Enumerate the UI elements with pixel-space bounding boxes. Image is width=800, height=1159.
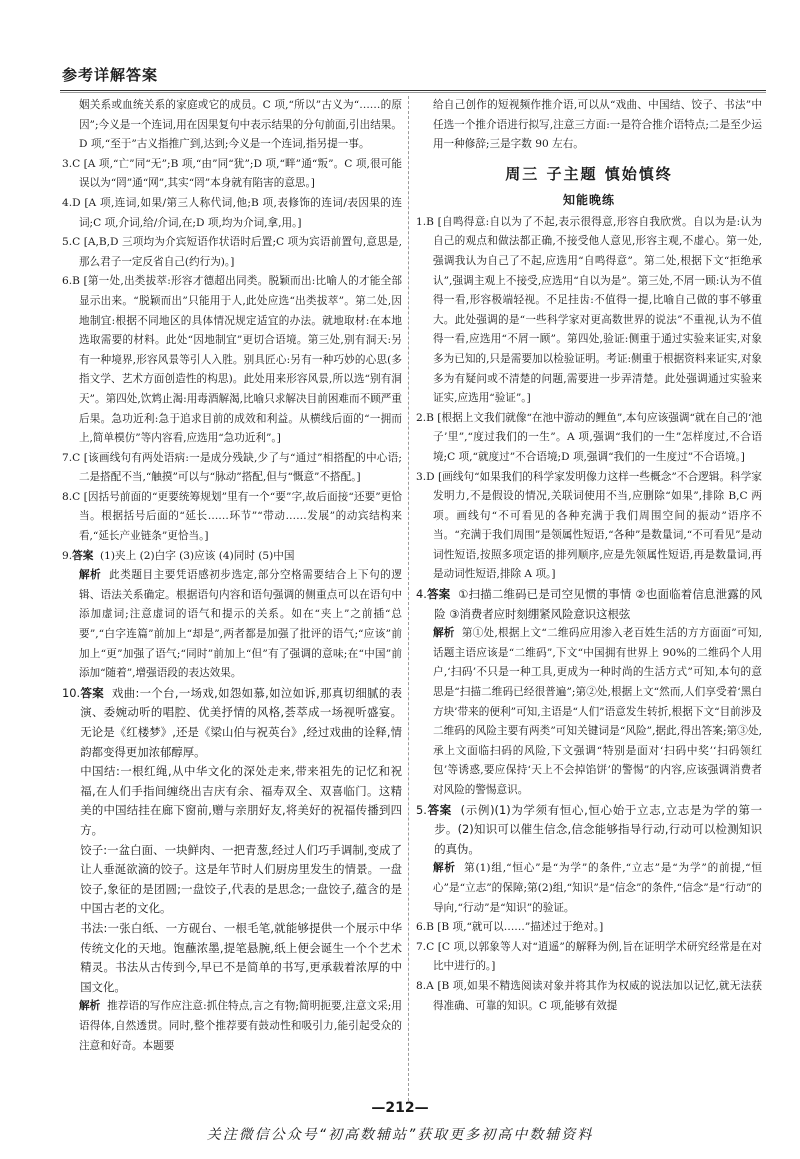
analysis-text: 此类题目主要凭语感初步选定,部分空格需要结合上下句的逻辑、语法关系确定。根据语句内容和语句强调的侧重点可以在语句中添加虚词;注意虚词的语气和提示的关系。如在“夹上”之前插“总要”,“白字连篇”前加上“却是”,两者都是加强了批评的语气;“应该”前加上“更”加强了语气;“同时”前加上“但”有了强调的意味;在“中国”前添加“随着”,增强语段的表达效果。 — [78, 569, 402, 680]
answer-label: 答案 — [426, 587, 451, 602]
answer-item-10 — [62, 684, 402, 762]
answer-item-1: 1.B [自鸣得意:自以为了不起,表示很得意,形容自我欣赏。自以为是:认为自己的观点和做法都正确,不接受他人意见,形容主观,不虚心。第一处,强调我认为自己了不起,应选用“自鸣得意”。第二处,根据下文“拒绝承认”,强调主观上不接受,应选用“自以为是”。第三处,不屑一顾:认为不值得一看,形容极端轻视。不足挂齿:不值得一提,比喻自己做的事不够重大。此处强调的是“一些科学家对更高数世界的说法”不重视,认为不值得一看,应选用“不屑一顾”。第四处,验证:侧重于通过实验来证实,对象多为已知的,只是需要加以检验证明。考证:侧重于根据资料来证实,对象多为有疑问或不清楚的问题,需要进一步弄清楚。此处强调通过实验来证实,应选用“验证”。] — [416, 215, 762, 405]
answer-item-4: 4.D [A 项,连词,如果/第三人称代词,他;B 项,表修饰的连词/表因果的连词;C 项,介词,给/介词,在;D 项,均为介词,拿,用。] — [62, 196, 402, 229]
item-number: 10. — [62, 685, 81, 700]
answer-item-8: 8.A [B 项,如果不精选阅读对象并将其作为权威的说法加以记忆,就无法获得准确、可靠的知识。C 项,能够有效提 — [416, 979, 762, 1012]
answer-item-5: 5.C [A,B,D 三项均为介宾短语作状语时后置;C 项为宾语前置句,意思是,那么君子一定反省自己(约行为)。] — [62, 236, 402, 268]
answer-item-2: 2.B [根据上文我们就像“在池中游动的鲤鱼”,本句应该强调“就在自己的‘池子’里”,“度过我们的一生”。A 项,强调“我们的一生”怎样度过,不合语境;C 项,“就度过”不合语境;D 项,强调“我们的一生度过”不合语境。] — [416, 411, 762, 463]
analysis-text: 第①处,根据上文“二维码应用渗入老百姓生活的方方面面”可知,话题主语应该是“二维码”,下文“中国拥有世界上 90%的二维码个人用户,‘扫码’不只是一种工具,更成为一种时尚的生活方式”可知,本句的意思是“扫描二维码已经很普遍”;第②处,根据上文“然而,人们享受着‘黑白方块’带来的便利”可知,主语是“人们”语意发生转折,根据下文“目前涉及二维码的风险主要有两类”可知关键词是“风险”,据此,得出答案;第③处,承上文面临扫码的风险,下文强调“特别是面对‘扫码中奖’‘扫码领红包’等诱惑,要应保持‘天上不会掉馅饼’的警惕”的内容,应该强调消费者对风险的警惕意识。 — [432, 627, 762, 796]
answer-text: (示例)(1)为学须有恒心,恒心始于立志,立志是为学的第一步。(2)知识可以催生信念,信念能够指导行动,行动可以检测知识的真伪。 — [434, 802, 762, 856]
analysis-10 — [62, 997, 402, 1056]
item-number: 4. — [416, 587, 427, 602]
page-number: —212— — [371, 1100, 429, 1116]
answer-text: 戏曲:一个台,一场戏,如怨如慕,如泣如诉,那真切细腻的表演、委婉动听的唱腔、优美抒情的风格,荟萃成一场视听盛宴。无论是《红楼梦》,还是《梁山伯与祝英台》,经过戏曲的诠释,情韵都变得更加浓郁醇厚。 — [80, 685, 402, 759]
header-rule — [60, 90, 766, 91]
answer-item-7: 7.C [该画线句有两处语病:一是成分残缺,少了与“通过”相搭配的中心语;二是搭配不当,“触摸”可以与“脉动”搭配,但与“慨意”不搭配。] — [62, 451, 402, 484]
answer-item-6: 6.B [B 项,“就可以……”描述过于绝对。] — [416, 921, 604, 934]
analysis-text: 推荐语的写作应注意:抓住特点,言之有物;简明扼要,注意文采;用语得体,自然透贯。同时,整个推荐要有鼓动性和吸引力,能引起受众的注意和好奇。本题要 — [78, 1000, 402, 1052]
analysis-9 — [62, 566, 402, 684]
answer-item-5 — [416, 801, 762, 860]
answer-item-3: 3.D [画线句“如果我们的科学家发明像力这样一些概念”不合逻辑。科学家发明力,不是假设的情况,关联词使用不当,应删除“如果”,排除 B,C 两项。画线句“不可看见的各种充满于我们周围空间的振动”语序不当。“充满于我们周围”是领属性短语,“各种”是数量词,“不可看见”是动词性短语,按照多项定语的排列顺序,应是先领属性短语,再是数量词,再是动词性短语,排除 A 项。] — [416, 470, 762, 581]
left-column — [62, 96, 402, 1056]
column-divider — [408, 96, 409, 1101]
header-rule-thin — [60, 92, 766, 93]
analysis-label: 解析 — [432, 627, 455, 640]
section-title: 周三 子主题 慎始慎终 — [505, 164, 673, 183]
answer-item-9 — [62, 547, 402, 567]
analysis-text: 第(1)组,“恒心”是“为学”的条件,“立志”是“为学”的前提,“恒心”是“立志”的保障;第(2)组,“知识”是“信念”的条件,“信念”是“行动”的导向,“行动”是“知识”的验证。 — [432, 862, 762, 914]
answer-item-8: 8.C [因括号前面的“更要统筹规划”里有一个“要”字,故后面接“还要”更恰当。根据括号后面的“延长……环节”“带动……发展”的动宾结构来看,“延长产业链条”更恰当。] — [62, 490, 402, 543]
answer-item-4 — [416, 585, 762, 624]
answer-10-paragraph-3: 饺子:一盆白面、一块鲜肉、一把青葱,经过人们巧手调制,变成了让人垂涎欲滴的饺子。这是年节时人们厨房里发生的情景。一盘饺子,象征的是团圆;一盘饺子,代表的是思念;一盘饺子,蕴含的是中国古老的文化。 — [80, 842, 402, 916]
answer-text: ①扫描二维码已是司空见惯的事情 ②也面临着信息泄露的风险 ③消费者应时刻绷紧风险意识这根弦 — [434, 587, 762, 621]
answer-label: 答案 — [80, 685, 104, 700]
answer-item-3: 3.C [A 项,“亡”同“无”;B 项,“由”同“犹”;D 项,“畔”通“叛”。C 项,很可能误以为“罔”通“网”,其实“罔”本身就有陷害的意思。] — [62, 157, 402, 190]
answer-text: (1)夹上 (2)白字 (3)应该 (4)同时 (5)中国 — [100, 549, 295, 562]
continued-text: 姻关系或血统关系的家庭或它的成员。C 项,“所以”古义为“……的原因”;今义是一个连词,用在因果复句中表示结果的分句前面,引出结果。D 项,“至于”古义指推广到,达到;今义是一个连词,指另提一事。 — [78, 99, 402, 151]
answer-item-7: 7.C [C 项,以郭象等人对“逍遥”的解释为例,旨在证明学术研究经常是在对比中进行的。] — [416, 940, 762, 973]
analysis-label: 解析 — [432, 862, 456, 875]
analysis-label: 解析 — [78, 569, 102, 582]
right-column — [416, 96, 762, 1016]
answer-10-paragraph-2: 中国结:一根红绳,从中华文化的深处走来,带来祖先的记忆和祝福,在人们手指间缠绕出吉庆有余、福寿双全、双喜临门。这精美的中国结挂在廊下窗前,赠与亲朋好友,将美好的祝福传播到四方。 — [80, 764, 402, 837]
analysis-label: 解析 — [78, 1000, 101, 1013]
answer-item-6: 6.B [第一处,出类拔萃:形容才德超出同类。脱颖而出:比喻人的才能全部显示出来。“脱颖而出”只能用于人,此处应选“出类拔萃”。第二处,因地制宜:根据不同地区的具体情况规定适宜的办法。就地取材:在本地选取需要的材料。此处“因地制宜”更切合语境。第三处,别有洞天:另有一种境界,形容风景等引人入胜。别具匠心:另有一种巧妙的心思(多指文学、艺术方面创造性的构思)。此处用来形容风景,所以选“别有洞天”。第四处,饮鸩止渴:用毒酒解渴,比喻只求解决目前困难而不顾严重后果。急功近利:急于追求目前的成效和利益。从横线后面的“一拥而上,简单模仿”等内容看,应选用“急功近利”。] — [62, 275, 402, 445]
analysis-5 — [416, 859, 762, 918]
item-number: 5. — [416, 802, 427, 817]
answer-label: 答案 — [426, 802, 452, 817]
answer-10-paragraph-4: 书法:一张白纸、一方砚台、一根毛笔,就能够提供一个展示中华传统文化的天地。饱蘸浓墨,提笔悬腕,纸上便会诞生一个个艺术精灵。书法从古传到今,早已不是简单的书写,更承载着浓厚的中国文化。 — [80, 920, 402, 994]
analysis-4 — [416, 624, 762, 800]
continued-text: 给自己创作的短视频作推介语,可以从“戏曲、中国结、饺子、书法”中任选一个推介语进行拟写,注意三方面:一是符合推介语特点;二是至少运用一种修辞;三是字数 90 左右。 — [432, 99, 762, 151]
item-number: 9. — [62, 549, 73, 562]
section-subtitle: 知能晚练 — [562, 192, 615, 207]
page-header-title: 参考详解答案 — [62, 66, 159, 84]
answer-label: 答案 — [72, 549, 94, 562]
footer-note: 关注微信公众号“初高数辅站”获取更多初高中数辅资料 — [206, 1127, 594, 1143]
